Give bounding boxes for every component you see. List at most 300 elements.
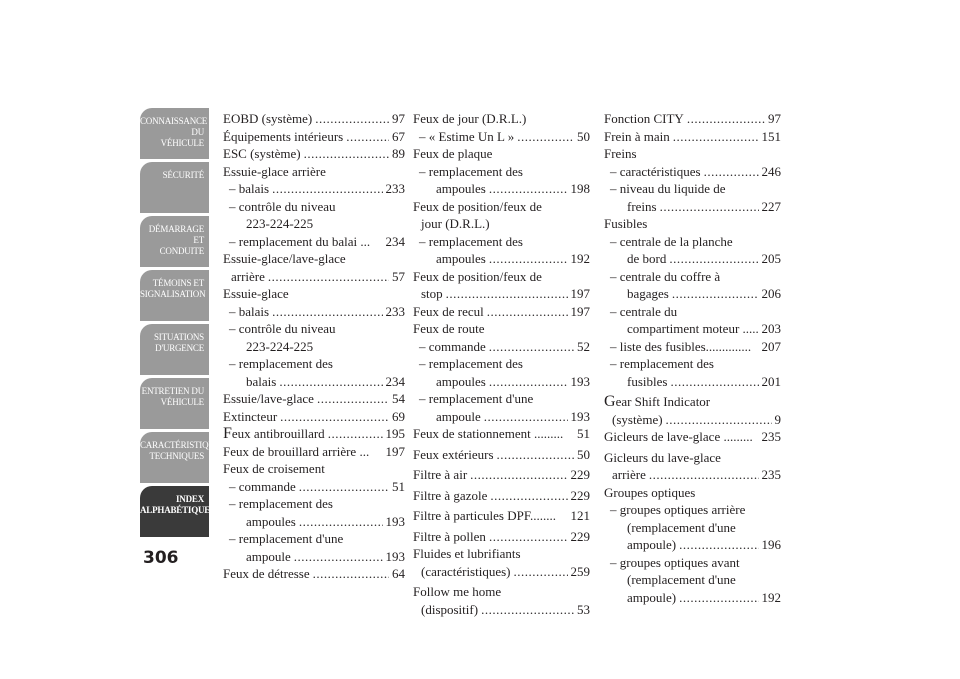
entry-text: stop (421, 286, 443, 301)
entry-text: – liste des fusibles.............. (610, 338, 752, 354)
index-entry (223, 163, 405, 181)
index-entry (413, 163, 590, 198)
chapter-tab-4[interactable]: SITUATIONS D'URGENCE (140, 324, 209, 375)
dot-leader (704, 163, 759, 181)
page-reference[interactable]: 234 (385, 373, 405, 389)
entry-title-line (604, 145, 781, 163)
entry-title-line (413, 303, 590, 321)
entry-title-line (419, 355, 590, 373)
page-reference[interactable]: 205 (761, 251, 781, 266)
entry-text: (caractéristiques) (421, 563, 511, 579)
entry-title-line (604, 484, 781, 502)
entry-continuation-line (604, 466, 781, 484)
page-number: 306 (143, 548, 179, 568)
entry-text: ampoule) (627, 589, 677, 605)
entry-title-line (419, 233, 590, 251)
entry-text: – balais (229, 303, 270, 319)
entry-text: (remplacement d'une (627, 572, 736, 587)
entry-title-line (604, 128, 781, 146)
entry-text: – « Estime Un L » (419, 128, 515, 144)
entry-text: (système) (612, 411, 663, 427)
dot-leader (487, 303, 568, 321)
entry-title-line (413, 466, 590, 484)
page-reference[interactable]: 9 (774, 411, 781, 427)
entry-continuation-line (229, 513, 405, 531)
entry-text: de bord (627, 251, 667, 266)
entry-title-line (610, 338, 781, 356)
index-entry (413, 110, 590, 128)
dot-leader (490, 487, 567, 505)
entry-text: Essuie-glace (223, 286, 289, 301)
dot-leader (272, 303, 382, 321)
index-entry (413, 507, 590, 525)
index-entry (223, 425, 405, 443)
dot-leader (669, 250, 758, 268)
entry-title-line (610, 268, 781, 286)
entry-text: Feux de croisement (223, 461, 325, 476)
entry-text: ESC (système) (223, 146, 301, 161)
page-reference[interactable]: 197 (570, 303, 590, 319)
dot-leader (517, 128, 574, 146)
index-entry (223, 233, 405, 251)
entry-title-line (610, 501, 781, 519)
entry-title-line (413, 487, 590, 505)
dot-leader (279, 373, 382, 391)
entry-text: Fusibles (604, 216, 648, 231)
page-reference[interactable]: 53 (577, 601, 590, 617)
entry-title-line (413, 507, 590, 525)
entry-title-line (413, 110, 590, 128)
page-reference[interactable]: 206 (761, 286, 781, 301)
chapter-tab-6[interactable]: CARACTÉRISTIQUES TECHNIQUES (140, 432, 209, 483)
entry-continuation-line (610, 250, 781, 268)
page-reference[interactable]: 51 (577, 426, 590, 441)
entry-text (223, 425, 325, 443)
entry-continuation-line (610, 519, 781, 537)
entry-text: (dispositif) (421, 601, 479, 617)
page-reference[interactable]: 50 (577, 128, 590, 144)
entry-text: Filtre à gazole (413, 487, 488, 503)
entry-title-line (413, 320, 590, 338)
entry-text-rest: ear Shift Indicator (615, 394, 711, 409)
chapter-tabs (140, 108, 225, 540)
page-reference[interactable]: 97 (768, 111, 781, 126)
index-entry (604, 501, 781, 554)
index-column-3 (604, 110, 781, 606)
entry-title-line (229, 355, 405, 373)
dot-leader (346, 128, 389, 146)
entry-continuation-line (413, 215, 590, 233)
entry-text-rest: eux antibrouillard (231, 426, 325, 441)
entry-text: 223-224-225 (246, 338, 314, 354)
entry-text: – remplacement des (229, 356, 333, 371)
chapter-tab-5[interactable]: ENTRETIEN DU VÉHICULE (140, 378, 209, 429)
index-entry (604, 449, 781, 484)
entry-title-line (223, 390, 405, 408)
entry-continuation-line (229, 548, 405, 566)
page-reference[interactable]: 233 (385, 181, 405, 196)
index-entry (604, 428, 781, 446)
index-entry (604, 268, 781, 303)
page-reference[interactable]: 259 (570, 563, 590, 579)
entry-text: Filtre à pollen (413, 528, 486, 544)
entry-text: compartiment moteur ..... (627, 321, 759, 336)
entry-continuation-line (419, 408, 590, 426)
dot-leader (489, 180, 568, 198)
entry-text: – centrale de la planche (610, 233, 733, 249)
entry-continuation-line (610, 373, 781, 391)
index-entry (223, 320, 405, 355)
entry-title-line (413, 268, 590, 286)
entry-text: arrière (231, 268, 265, 284)
chapter-tab-2[interactable]: DÉMARRAGE ET CONDUITE (140, 216, 209, 267)
page-reference[interactable]: 89 (392, 146, 405, 161)
dot-leader (489, 250, 568, 268)
index-entry (413, 320, 590, 338)
entry-text: Follow me home (413, 584, 502, 599)
index-entry (604, 163, 781, 181)
page-reference[interactable]: 64 (392, 566, 405, 581)
entry-text: arrière (612, 467, 646, 482)
index-entry (604, 355, 781, 390)
index-entry (604, 110, 781, 128)
page-reference[interactable]: 97 (392, 111, 405, 126)
page-reference[interactable]: 229 (570, 528, 590, 544)
entry-title-line (604, 428, 781, 446)
dot-leader (299, 513, 383, 531)
index-entry (413, 268, 590, 303)
entry-title-line (223, 250, 405, 268)
page-reference[interactable]: 193 (570, 408, 590, 424)
dot-leader (328, 425, 383, 443)
page-reference[interactable]: 207 (761, 338, 781, 354)
page-reference[interactable]: 196 (761, 537, 781, 552)
index-entry (223, 390, 405, 408)
entry-title-line (223, 443, 405, 461)
entry-text: jour (D.R.L.) (421, 216, 490, 231)
entry-title-line (223, 145, 405, 163)
index-entry (604, 145, 781, 163)
page-reference[interactable]: 227 (761, 198, 781, 214)
index-entry (413, 303, 590, 321)
index-entry (223, 198, 405, 233)
entry-title-line (413, 545, 590, 563)
entry-text: Essuie-glace/lave-glace (223, 251, 346, 266)
index-entry (413, 198, 590, 233)
entry-title-line (413, 145, 590, 163)
entry-continuation-line (610, 571, 781, 589)
entry-text: balais (246, 373, 277, 389)
page-reference[interactable]: 193 (385, 548, 405, 564)
entry-title-line (229, 198, 405, 216)
entry-title-line (229, 303, 405, 321)
dot-leader (470, 466, 567, 484)
dot-leader (670, 373, 758, 391)
index-entry (604, 233, 781, 268)
entry-text: – remplacement du balai ... (229, 233, 371, 249)
entry-text: Feux de route (413, 321, 485, 336)
entry-text: bagages (627, 286, 669, 301)
entry-title-line (419, 128, 590, 146)
dot-leader (484, 408, 568, 426)
entry-text: – balais (229, 181, 270, 196)
entry-title-line (610, 303, 781, 321)
entry-title-line (229, 495, 405, 513)
entry-title-line (223, 163, 405, 181)
page-reference[interactable]: 57 (392, 268, 405, 284)
page-reference[interactable]: 197 (385, 443, 405, 459)
index-entry (604, 393, 781, 428)
dot-leader (313, 565, 389, 583)
entry-text: Essuie-glace arrière (223, 163, 326, 179)
index-entry (223, 145, 405, 163)
entry-title-line (419, 163, 590, 181)
entry-text: – centrale du (610, 303, 678, 319)
entry-text: – contrôle du niveau (229, 198, 336, 214)
entry-title-line (413, 425, 590, 443)
page-reference[interactable]: 246 (761, 163, 781, 179)
index-entry (413, 583, 590, 618)
index-entry (223, 250, 405, 285)
dot-leader (660, 198, 759, 216)
index-column-1 (223, 110, 405, 583)
entry-text: – groupes optiques arrière (610, 502, 746, 517)
index-entry (223, 128, 405, 146)
entry-text: Feux de position/feux de (413, 198, 542, 214)
page-reference[interactable]: 193 (570, 373, 590, 389)
entry-text: Feux de stationnement ......... (413, 426, 564, 441)
chapter-tab-7[interactable]: INDEX ALPHABÉTIQUE (140, 486, 209, 537)
entry-continuation-line (223, 268, 405, 286)
dot-leader (672, 285, 759, 303)
index-entry (413, 446, 590, 464)
index-entry (223, 110, 405, 128)
entry-title-line (229, 180, 405, 198)
dot-leader (497, 446, 574, 464)
page-reference[interactable]: 195 (385, 426, 405, 441)
index-entry (223, 495, 405, 530)
entry-text: Frein à main (604, 128, 670, 144)
entry-text: ampoules (436, 181, 486, 196)
entry-text: – remplacement d'une (229, 531, 344, 546)
entry-text: Équipements intérieurs (223, 128, 344, 144)
dot-leader (489, 373, 568, 391)
entry-continuation-line (419, 180, 590, 198)
entry-title-line (604, 449, 781, 467)
chapter-tab-3[interactable]: TÉMOINS ET SIGNALISATION (140, 270, 209, 321)
index-entry (223, 180, 405, 198)
dot-leader (315, 110, 389, 128)
dot-leader (649, 466, 759, 484)
entry-continuation-line (610, 198, 781, 216)
dot-leader (272, 180, 382, 198)
dot-leader (679, 536, 758, 554)
page-reference[interactable]: 198 (570, 181, 590, 196)
entry-title-line (223, 128, 405, 146)
index-entry (223, 565, 405, 583)
index-entry (604, 303, 781, 338)
entry-title-line (413, 446, 590, 464)
index-entry (223, 285, 405, 303)
entry-title-line (610, 233, 781, 251)
page-reference[interactable]: 50 (577, 446, 590, 462)
index-entry (223, 478, 405, 496)
entry-title-line (610, 355, 781, 373)
entry-continuation-line (610, 285, 781, 303)
initial-letter: F (223, 425, 232, 442)
page-reference[interactable]: 203 (761, 321, 781, 336)
entry-continuation-line (413, 601, 590, 619)
entry-title-line (223, 425, 405, 443)
entry-text: Feux de détresse (223, 566, 310, 581)
entry-text: – commande (419, 338, 486, 354)
dot-leader (666, 411, 772, 429)
dot-leader (268, 268, 389, 286)
dot-leader (481, 601, 574, 619)
page-reference[interactable]: 235 (761, 429, 781, 444)
index-entry (223, 355, 405, 390)
entry-text: Extincteur (223, 408, 278, 424)
entry-text: Fonction CITY (604, 111, 684, 126)
index-entry (223, 443, 405, 461)
entry-title-line (419, 338, 590, 356)
index-entry (604, 484, 781, 502)
index-entry (413, 145, 590, 163)
index-column-2 (413, 110, 590, 618)
index-entry (413, 425, 590, 443)
entry-text: ampoule (436, 408, 481, 424)
page-reference[interactable]: 234 (385, 233, 405, 249)
entry-text: – remplacement des (229, 496, 333, 511)
dot-leader (299, 478, 389, 496)
entry-continuation-line (229, 338, 405, 356)
chapter-tab-1[interactable]: SÉCURITÉ (140, 162, 209, 213)
entry-title-line (604, 215, 781, 233)
entry-text: Freins (604, 146, 637, 161)
entry-title-line (223, 460, 405, 478)
entry-text: (remplacement d'une (627, 519, 736, 535)
page-reference[interactable]: 151 (761, 128, 781, 144)
entry-title-line (223, 408, 405, 426)
entry-text: – groupes optiques avant (610, 554, 740, 570)
entry-continuation-line (610, 589, 781, 607)
entry-text: ampoules (436, 373, 486, 389)
entry-text: ampoules (436, 251, 486, 266)
entry-text: ampoule) (627, 537, 677, 552)
entry-text: Feux extérieurs (413, 446, 494, 462)
index-entry (413, 545, 590, 580)
page-reference[interactable]: 192 (570, 251, 590, 266)
entry-text: – remplacement des (419, 356, 523, 371)
entry-title-line (419, 390, 590, 408)
dot-leader (514, 563, 568, 581)
entry-text: fusibles (627, 373, 668, 389)
page-reference[interactable]: 121 (570, 508, 590, 523)
entry-text: Essuie/lave-glace (223, 391, 314, 406)
entry-title-line (229, 478, 405, 496)
entry-continuation-line (610, 320, 781, 338)
page-reference[interactable]: 192 (761, 589, 781, 605)
index-entry (604, 215, 781, 233)
entry-text: Feux de brouillard arrière ... (223, 443, 370, 459)
page-reference[interactable]: 67 (392, 128, 405, 144)
entry-title-line (413, 583, 590, 601)
page-reference[interactable]: 51 (392, 478, 405, 494)
dot-leader (489, 528, 568, 546)
page-reference[interactable]: 229 (570, 487, 590, 503)
dot-leader (673, 128, 759, 146)
entry-title-line (413, 198, 590, 216)
entry-text (604, 393, 710, 411)
entry-text: ampoules (246, 513, 296, 529)
entry-title-line (604, 110, 781, 128)
entry-text: – remplacement d'une (419, 391, 534, 406)
entry-continuation-line (413, 563, 590, 581)
entry-text: – niveau du liquide de (610, 181, 726, 196)
index-entry (413, 487, 590, 505)
entry-continuation-line (229, 215, 405, 233)
entry-text: – commande (229, 478, 296, 494)
dot-leader (489, 338, 574, 356)
entry-text: – remplacement des (610, 356, 714, 371)
entry-text: – remplacement des (419, 163, 523, 179)
entry-text: Feux de recul (413, 303, 484, 319)
entry-text: – remplacement des (419, 233, 523, 249)
entry-text: Filtre à air (413, 467, 468, 482)
entry-text: – caractéristiques (610, 163, 701, 179)
entry-title-line (223, 565, 405, 583)
entry-title-line (229, 233, 405, 251)
entry-continuation-line (604, 411, 781, 429)
entry-continuation-line (610, 536, 781, 554)
page-reference[interactable]: 193 (385, 513, 405, 529)
index-entry (413, 338, 590, 356)
entry-text: Filtre à particules DPF........ (413, 508, 557, 523)
page-reference[interactable]: 197 (570, 286, 590, 301)
index-entry (413, 390, 590, 425)
index-entry (413, 528, 590, 546)
entry-text: Feux de jour (D.R.L.) (413, 111, 527, 126)
entry-text: – contrôle du niveau (229, 321, 336, 336)
chapter-tab-0[interactable]: CONNAISSANCE DU VÉHICULE (140, 108, 209, 159)
entry-text: ampoule (246, 548, 291, 564)
dot-leader (280, 408, 389, 426)
page-reference[interactable]: 52 (577, 338, 590, 354)
entry-title-line (229, 320, 405, 338)
entry-text: Feux de position/feux de (413, 268, 542, 284)
index-entry (604, 338, 781, 356)
dot-leader (317, 390, 389, 408)
page-reference[interactable]: 69 (392, 408, 405, 424)
entry-text: – centrale du coffre à (610, 268, 721, 284)
entry-continuation-line (413, 285, 590, 303)
entry-text: Feux de plaque (413, 146, 493, 161)
page-reference[interactable]: 233 (385, 303, 405, 319)
entry-title-line (229, 530, 405, 548)
page-reference[interactable]: 235 (761, 467, 781, 482)
page-reference[interactable]: 229 (570, 467, 590, 482)
page-reference[interactable]: 54 (392, 391, 405, 406)
index-entry (604, 128, 781, 146)
page-reference[interactable]: 201 (761, 373, 781, 389)
entry-text: 223-224-225 (246, 216, 314, 231)
entry-text: Fluides et lubrifiants (413, 546, 521, 561)
entry-text: freins (627, 198, 657, 214)
initial-letter: G (604, 393, 616, 410)
entry-text: EOBD (système) (223, 111, 313, 126)
entry-title-line (610, 554, 781, 572)
entry-continuation-line (419, 250, 590, 268)
